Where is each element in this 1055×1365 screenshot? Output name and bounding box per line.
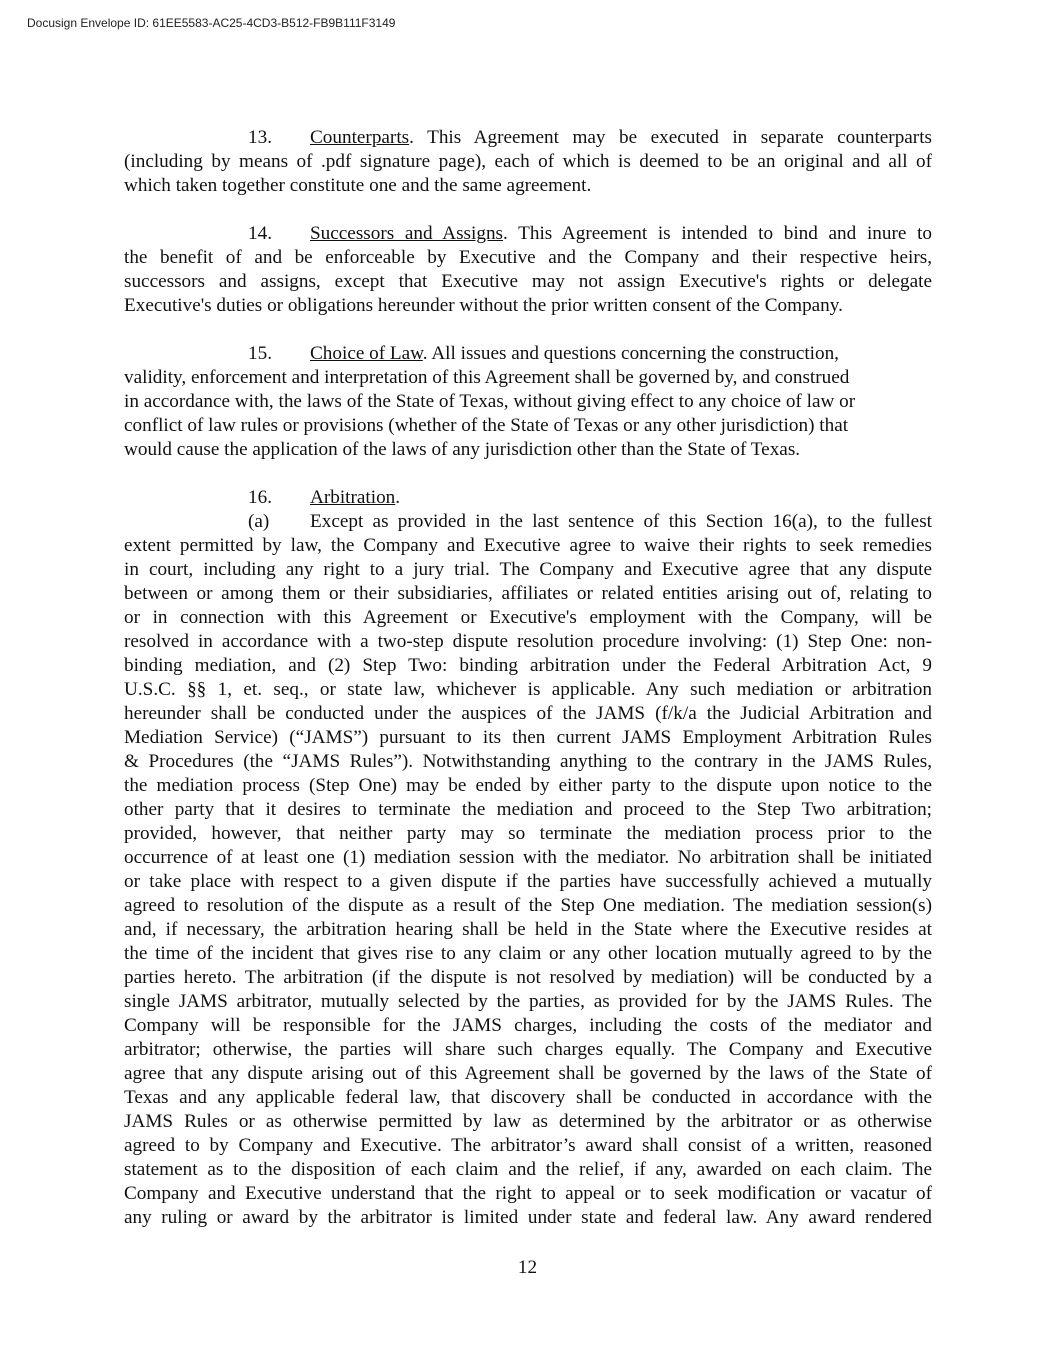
paragraph-line: agreed to by Company and Executive. The arbitrator’s award shall consist of a written, reasoned [124, 1135, 932, 1156]
section-number: 16. [248, 487, 272, 508]
section-title: Choice of Law [310, 343, 423, 364]
section-number: 13. [248, 127, 272, 148]
envelope-id-header: Docusign Envelope ID: 61EE5583-AC25-4CD3-B512-FB9B111F3149 [27, 16, 396, 30]
section-15 [124, 342, 932, 462]
paragraph-line: other party that it desires to terminate the mediation and proceed to the Step Two arbitration; [124, 799, 932, 820]
paragraph-line: in court, including any right to a jury trial. The Company and Executive agree that any dispute [124, 559, 932, 580]
paragraph-line: & Procedures (the “JAMS Rules”). Notwithstanding anything to the contrary in the JAMS Rules, [124, 751, 932, 772]
paragraph-line: the mediation process (Step One) may be ended by either party to the dispute upon notice to the [124, 775, 932, 796]
subsection-label: (a) [248, 511, 270, 532]
paragraph-line: Company will be responsible for the JAMS charges, including the costs of the mediator and [124, 1015, 932, 1036]
paragraph-line: between or among them or their subsidiaries, affiliates or related entities arising out of, relating to [124, 583, 932, 604]
paragraph-line: hereunder shall be conducted under the auspices of the JAMS (f/k/a the Judicial Arbitration and [124, 703, 932, 724]
page-number: 12 [517, 1257, 538, 1278]
paragraph-line: U.S.C. §§ 1, et. seq., or state law, whichever is applicable. Any such mediation or arbitration [124, 679, 932, 700]
paragraph-line: which taken together constitute one and the same agreement. [124, 175, 592, 196]
section-number: 14. [248, 223, 272, 244]
section-number: 15. [248, 343, 272, 364]
paragraph-line: the benefit of and be enforceable by Executive and the Company and their respective heirs, [124, 247, 932, 268]
paragraph-line: (including by means of .pdf signature page), each of which is deemed to be an original and all of [124, 151, 932, 172]
section-13 [124, 126, 932, 198]
paragraph-line: statement as to the disposition of each claim and the relief, if any, awarded on each claim. The [124, 1159, 932, 1180]
paragraph-line: parties hereto. The arbitration (if the dispute is not resolved by mediation) will be conducted by a [124, 967, 932, 988]
section-15-line-1: 15. Choice of Law. All issues and questions concerning the construction, [248, 343, 839, 364]
paragraph-line: occurrence of at least one (1) mediation session with the mediator. No arbitration shall be initiated [124, 847, 932, 868]
paragraph-line: JAMS Rules or as otherwise permitted by law as determined by the arbitrator or as otherwise [124, 1111, 932, 1132]
paragraph-line: or take place with respect to a given dispute if the parties have successfully achieved a mutually [124, 871, 932, 892]
paragraph-line: successors and assigns, except that Executive may not assign Executive's rights or delegate [124, 271, 932, 292]
paragraph-line: binding mediation, and (2) Step Two: binding arbitration under the Federal Arbitration Act, 9 [124, 655, 932, 676]
paragraph-line: the time of the incident that gives rise to any claim or any other location mutually agreed to by the [124, 943, 932, 964]
paragraph-line: validity, enforcement and interpretation of this Agreement shall be governed by, and construed [124, 367, 850, 388]
section-14 [124, 222, 932, 318]
document-body [124, 126, 932, 1230]
paragraph-line: conflict of law rules or provisions (whether of the State of Texas or any other jurisdiction) that [124, 415, 849, 436]
paragraph-line: single JAMS arbitrator, mutually selected by the parties, as provided for by the JAMS Rules. The [124, 991, 932, 1012]
paragraph-line: in accordance with, the laws of the State of Texas, without giving effect to any choice of law or [124, 391, 856, 412]
section-16-heading: 16. Arbitration. [248, 487, 401, 508]
section-16 [124, 486, 932, 1230]
paragraph-line: agree that any dispute arising out of this Agreement shall be governed by the laws of the State of [124, 1063, 932, 1084]
paragraph-line: Texas and any applicable federal law, that discovery shall be conducted in accordance with the [124, 1087, 932, 1108]
paragraph-line: resolved in accordance with a two-step dispute resolution procedure involving: (1) Step One: non- [124, 631, 932, 652]
paragraph-line: extent permitted by law, the Company and Executive agree to waive their rights to seek remedies [124, 535, 932, 556]
section-13-line-1: 13. Counterparts. This Agreement may be executed in separate counterparts [248, 127, 932, 148]
paragraph-line: Executive's duties or obligations hereunder without the prior written consent of the Company. [124, 295, 843, 316]
paragraph-line: provided, however, that neither party may so terminate the mediation process prior to the [124, 823, 932, 844]
paragraph-line: and, if necessary, the arbitration hearing shall be held in the State where the Executive resides at [124, 919, 932, 940]
paragraph-line: or in connection with this Agreement or Executive's employment with the Company, will be [124, 607, 932, 628]
paragraph-line: would cause the application of the laws of any jurisdiction other than the State of Texas. [124, 439, 801, 460]
section-14-line-1: 14. Successors and Assigns. This Agreement is intended to bind and inure to [248, 223, 932, 244]
paragraph-line: agreed to resolution of the dispute as a result of the Step One mediation. The mediation session(s) [124, 895, 932, 916]
section-title: Counterparts [310, 127, 410, 148]
subsection-a-line-1: (a) Except as provided in the last sentence of this Section 16(a), to the fullest [248, 511, 932, 532]
paragraph-line: any ruling or award by the arbitrator is limited under state and federal law. Any award rendered [124, 1207, 932, 1228]
section-title: Arbitration [310, 487, 396, 508]
paragraph-line: arbitrator; otherwise, the parties will share such charges equally. The Company and Executive [124, 1039, 932, 1060]
paragraph-line: Mediation Service) (“JAMS”) pursuant to its then current JAMS Employment Arbitration Rules [124, 727, 932, 748]
section-title: Successors and Assigns [310, 223, 504, 244]
paragraph-line: Company and Executive understand that the right to appeal or to seek modification or vacatur of [124, 1183, 932, 1204]
